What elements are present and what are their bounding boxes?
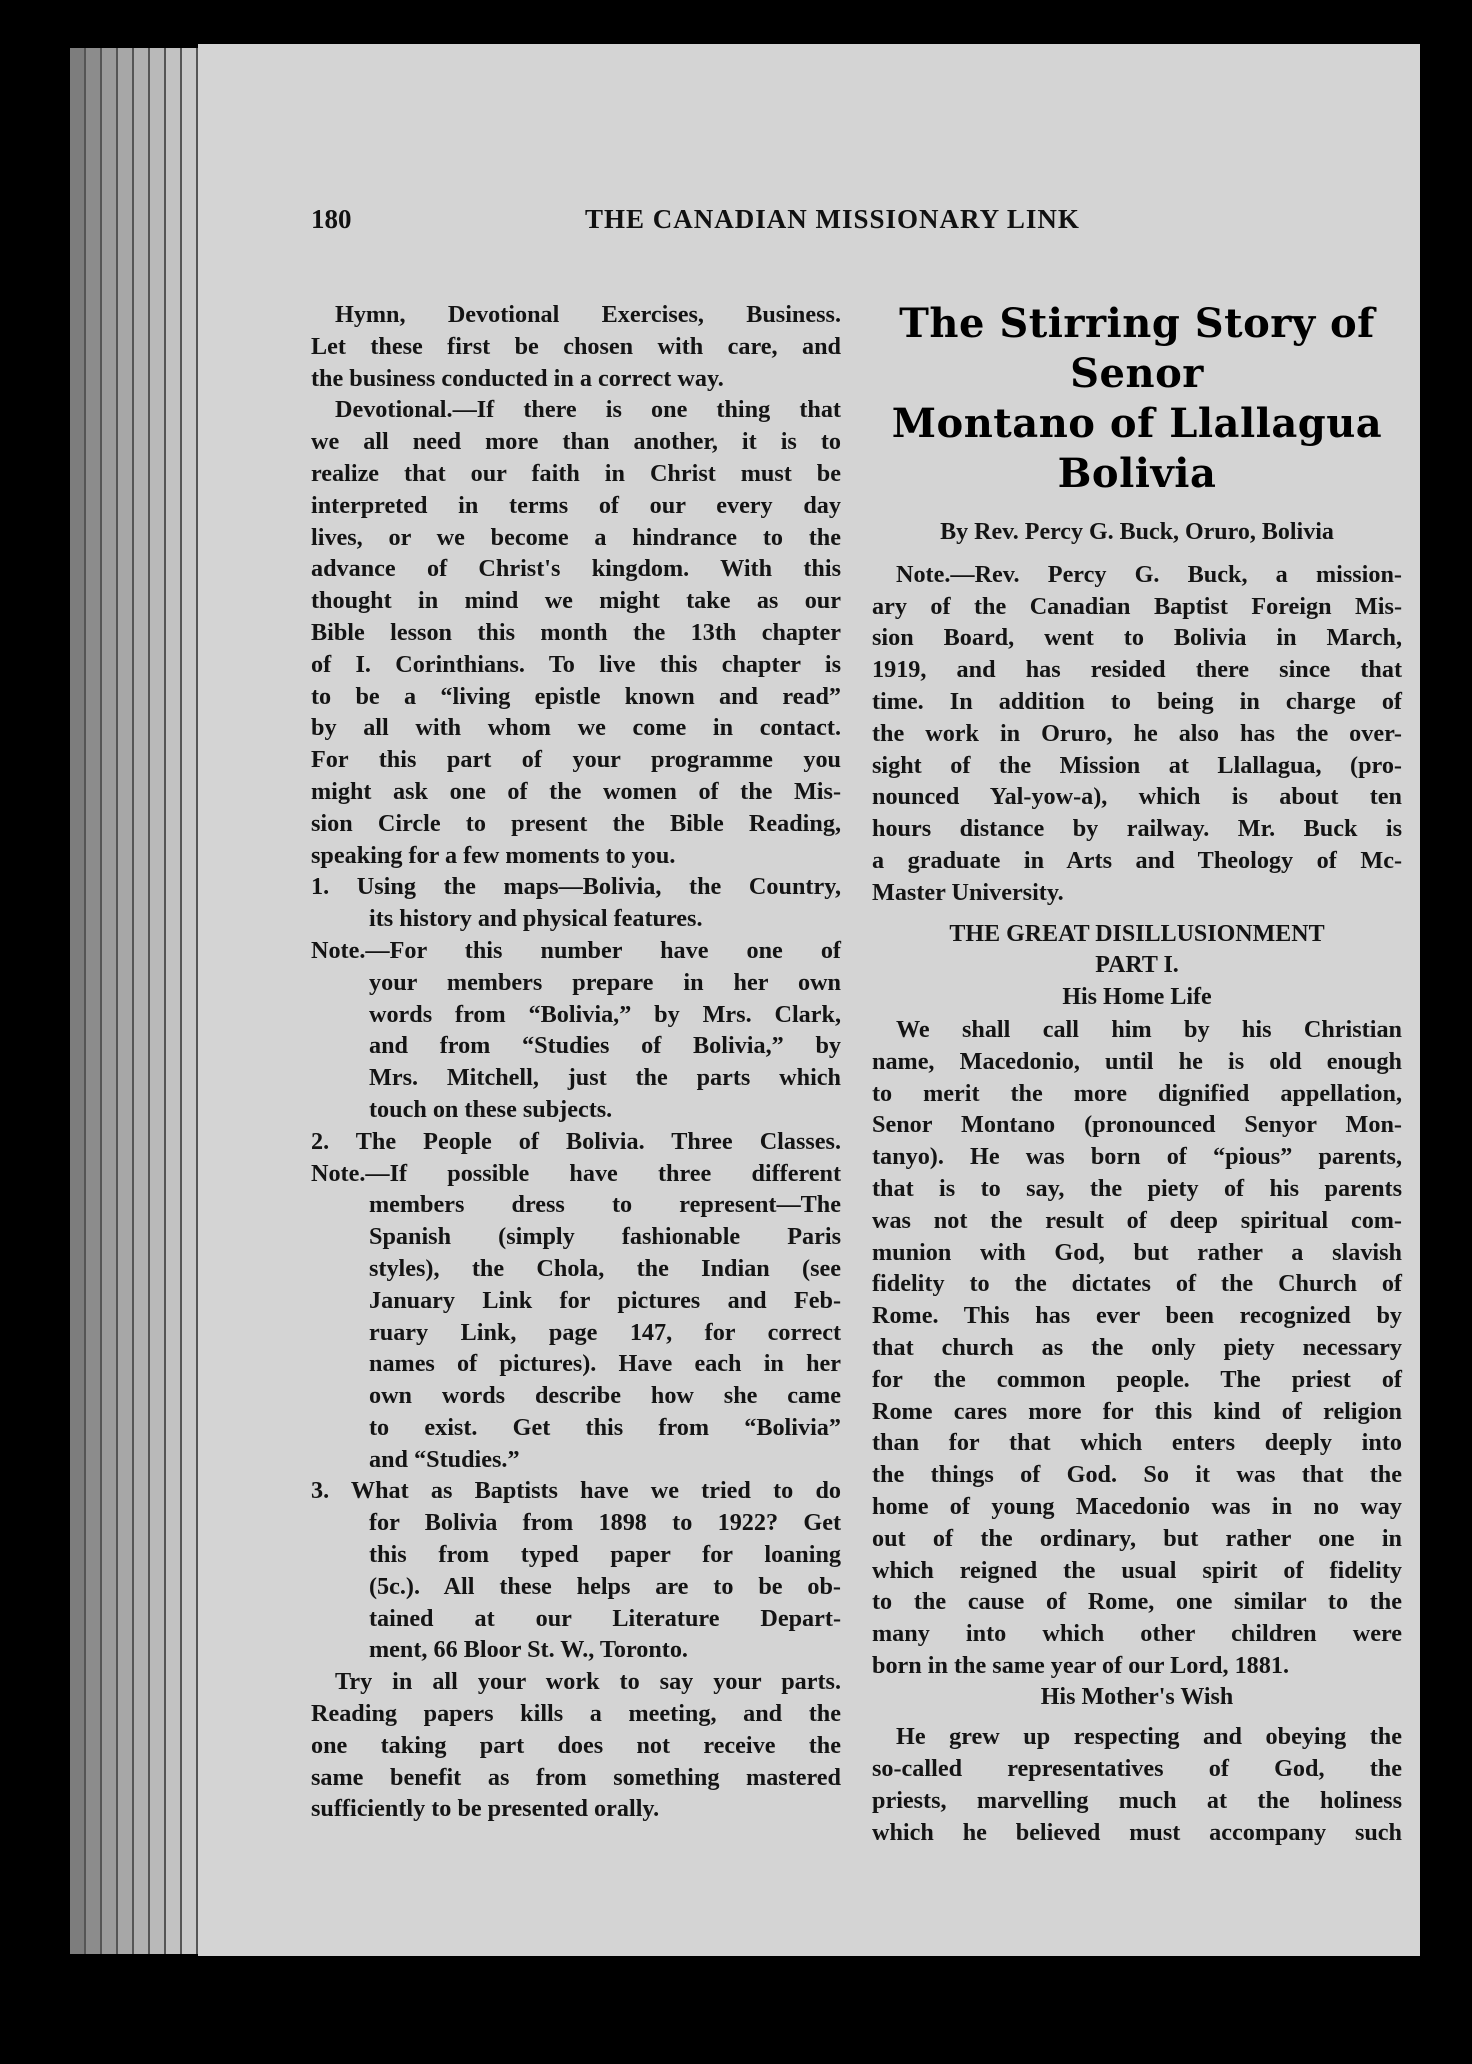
text-line: own words describe how she came bbox=[369, 1382, 841, 1410]
text-line: Rome. This has ever been recognized by bbox=[872, 1302, 1402, 1330]
text-line: one taking part does not receive the bbox=[311, 1731, 841, 1759]
page-stack-edge bbox=[70, 48, 86, 1954]
text-line: which reigned the usual spirit of fidelity bbox=[872, 1556, 1402, 1584]
text-line: which he believed must accompany such bbox=[872, 1818, 1402, 1846]
text-line: For this part of your programme you bbox=[311, 746, 841, 774]
page-header bbox=[311, 204, 1401, 240]
subheading-mothers-wish: His Mother's Wish bbox=[1040, 1683, 1234, 1710]
text-line: born in the same year of our Lord, 1881. bbox=[872, 1651, 1290, 1679]
text-line: Spanish (simply fashionable Paris bbox=[369, 1223, 841, 1251]
text-line: home of young Macedonio was in no way bbox=[872, 1492, 1402, 1520]
page-stack-edge bbox=[86, 48, 102, 1954]
text-line: nounced Yal-yow-a), which is about ten bbox=[872, 783, 1402, 811]
text-line: Try in all your work to say your parts. bbox=[335, 1668, 841, 1696]
text-line: tanyo). He was born of “pious” parents, bbox=[872, 1143, 1402, 1171]
text-line: to be a “living epistle known and read” bbox=[311, 682, 841, 710]
text-line: time. In addition to being in charge of bbox=[872, 687, 1402, 715]
text-line: Master University. bbox=[872, 878, 1064, 906]
text-line: this from typed paper for loaning bbox=[369, 1541, 841, 1569]
text-line: Note.—If possible have three different bbox=[311, 1159, 841, 1187]
page-stack-edge bbox=[166, 48, 182, 1954]
text-line: for the common people. The priest of bbox=[872, 1365, 1402, 1393]
article-body bbox=[872, 1721, 1402, 1848]
article-byline: By Rev. Percy G. Buck, Oruro, Bolivia bbox=[940, 519, 1334, 545]
text-line: that is to say, the piety of his parents bbox=[872, 1174, 1402, 1202]
text-line: advance of Christ's kingdom. With this bbox=[311, 555, 841, 583]
text-line: realize that our faith in Christ must be bbox=[311, 459, 841, 487]
text-line: munion with God, but rather a slavish bbox=[872, 1238, 1402, 1266]
text-line: lives, or we become a hindrance to the bbox=[311, 523, 841, 551]
text-line: the things of God. So it was that the bbox=[872, 1461, 1402, 1489]
text-line: sufficiently to be presented orally. bbox=[311, 1795, 660, 1823]
text-line: names of pictures). Have each in her bbox=[369, 1350, 841, 1378]
text-line: members dress to represent—The bbox=[369, 1191, 841, 1219]
text-line: sight of the Mission at Llallagua, (pro- bbox=[872, 751, 1402, 779]
text-line: your members prepare in her own bbox=[369, 968, 841, 996]
text-line: than for that which enters deeply into bbox=[872, 1429, 1402, 1457]
text-line: we all need more than another, it is to bbox=[311, 428, 841, 456]
text-line: fidelity to the dictates of the Church of bbox=[872, 1270, 1402, 1298]
text-line: out of the ordinary, but rather one in bbox=[872, 1524, 1402, 1552]
text-line: to exist. Get this from “Bolivia” bbox=[369, 1413, 841, 1441]
text-line: Devotional.—If there is one thing that bbox=[335, 396, 841, 424]
text-line: Note.—For this number have one of bbox=[311, 936, 841, 964]
text-line: ment, 66 Bloor St. W., Toronto. bbox=[369, 1636, 688, 1664]
text-line: its history and physical features. bbox=[369, 905, 703, 933]
text-line: and “Studies.” bbox=[369, 1445, 520, 1473]
text-line: He grew up respecting and obeying the bbox=[896, 1723, 1402, 1751]
text-line: ary of the Canadian Baptist Foreign Mis- bbox=[872, 592, 1402, 620]
text-line: Hymn, Devotional Exercises, Business. bbox=[335, 301, 841, 328]
text-line: by all with whom we come in contact. bbox=[311, 714, 841, 742]
text-line: to the cause of Rome, one similar to the bbox=[872, 1588, 1402, 1616]
right-column bbox=[872, 299, 1402, 1849]
text-line: Note.—Rev. Percy G. Buck, a mission- bbox=[896, 560, 1402, 588]
text-line: might ask one of the women of the Mis- bbox=[311, 777, 841, 805]
text-line: of I. Corinthians. To live this chapter is bbox=[311, 650, 841, 678]
page-stack-edge bbox=[118, 48, 134, 1954]
left-column bbox=[311, 299, 841, 1825]
text-line: interpreted in terms of our every day bbox=[311, 491, 841, 519]
text-line: words from “Bolivia,” by Mrs. Clark, bbox=[369, 1000, 841, 1028]
section-heading: THE GREAT DISILLUSIONMENT bbox=[949, 920, 1325, 947]
article-body bbox=[872, 1014, 1402, 1682]
text-line: 2. The People of Bolivia. Three Classes. bbox=[311, 1127, 841, 1155]
text-line: priests, marvelling much at the holiness bbox=[872, 1787, 1402, 1815]
part-heading: PART I. bbox=[1095, 952, 1179, 979]
text-line: thought in mind we might take as our bbox=[311, 587, 841, 615]
text-line: and from “Studies of Bolivia,” by bbox=[369, 1032, 841, 1060]
page-stack-edge bbox=[182, 48, 198, 1954]
article-title-line: The Stirring Story of Senor bbox=[899, 300, 1375, 397]
text-line: that church as the only piety necessary bbox=[872, 1333, 1402, 1361]
text-line: to merit the more dignified appellation, bbox=[872, 1079, 1402, 1107]
text-line: so-called representatives of God, the bbox=[872, 1755, 1402, 1783]
text-line: hours distance by railway. Mr. Buck is bbox=[872, 815, 1402, 843]
text-line: sion Board, went to Bolivia in March, bbox=[872, 624, 1402, 652]
text-line: We shall call him by his Christian bbox=[896, 1015, 1402, 1043]
page-number: 180 bbox=[311, 204, 352, 234]
running-head: THE CANADIAN MISSIONARY LINK bbox=[585, 204, 1080, 234]
text-line: the business conducted in a correct way. bbox=[311, 364, 724, 392]
text-line: was not the result of deep spiritual com- bbox=[872, 1206, 1402, 1234]
article-title-line: Montano of Llallagua bbox=[891, 400, 1383, 447]
text-line: 3. What as Baptists have we tried to do bbox=[311, 1477, 841, 1505]
text-line: Mrs. Mitchell, just the parts which bbox=[369, 1064, 841, 1092]
page-stack-edge bbox=[150, 48, 166, 1954]
text-line: the work in Oruro, he also has the over- bbox=[872, 719, 1402, 747]
text-line: 1. Using the maps—Bolivia, the Country, bbox=[311, 873, 841, 901]
text-line: for Bolivia from 1898 to 1922? Get bbox=[369, 1509, 841, 1537]
text-line: Reading papers kills a meeting, and the bbox=[311, 1700, 841, 1728]
subheading-home-life: His Home Life bbox=[1062, 984, 1212, 1011]
text-line: name, Macedonio, until he is old enough bbox=[872, 1047, 1402, 1075]
text-line: Senor Montano (pronounced Senyor Mon- bbox=[872, 1111, 1402, 1139]
text-line: Let these first be chosen with care, and bbox=[311, 332, 841, 360]
page-stack-edge bbox=[134, 48, 150, 1954]
text-line: speaking for a few moments to you. bbox=[311, 841, 676, 869]
text-line: (5c.). All these helps are to be ob- bbox=[369, 1572, 841, 1600]
text-line: ruary Link, page 147, for correct bbox=[369, 1318, 841, 1346]
text-line: styles), the Chola, the Indian (see bbox=[369, 1254, 841, 1282]
text-line: January Link for pictures and Feb- bbox=[369, 1286, 841, 1314]
author-note bbox=[872, 559, 1402, 909]
page-stack-edge bbox=[102, 48, 118, 1954]
text-line: same benefit as from something mastered bbox=[311, 1763, 841, 1791]
text-line: a graduate in Arts and Theology of Mc- bbox=[872, 846, 1402, 874]
text-line: Bible lesson this month the 13th chapter bbox=[311, 618, 841, 646]
text-line: touch on these subjects. bbox=[369, 1095, 613, 1123]
text-line: 1919, and has resided there since that bbox=[872, 656, 1402, 684]
text-line: sion Circle to present the Bible Reading, bbox=[311, 809, 841, 837]
text-line: many into which other children were bbox=[872, 1620, 1402, 1648]
article-title bbox=[872, 299, 1402, 499]
text-line: tained at our Literature Depart- bbox=[369, 1604, 841, 1632]
article-title-line: Bolivia bbox=[1057, 450, 1217, 497]
text-line: Rome cares more for this kind of religion bbox=[872, 1397, 1402, 1425]
